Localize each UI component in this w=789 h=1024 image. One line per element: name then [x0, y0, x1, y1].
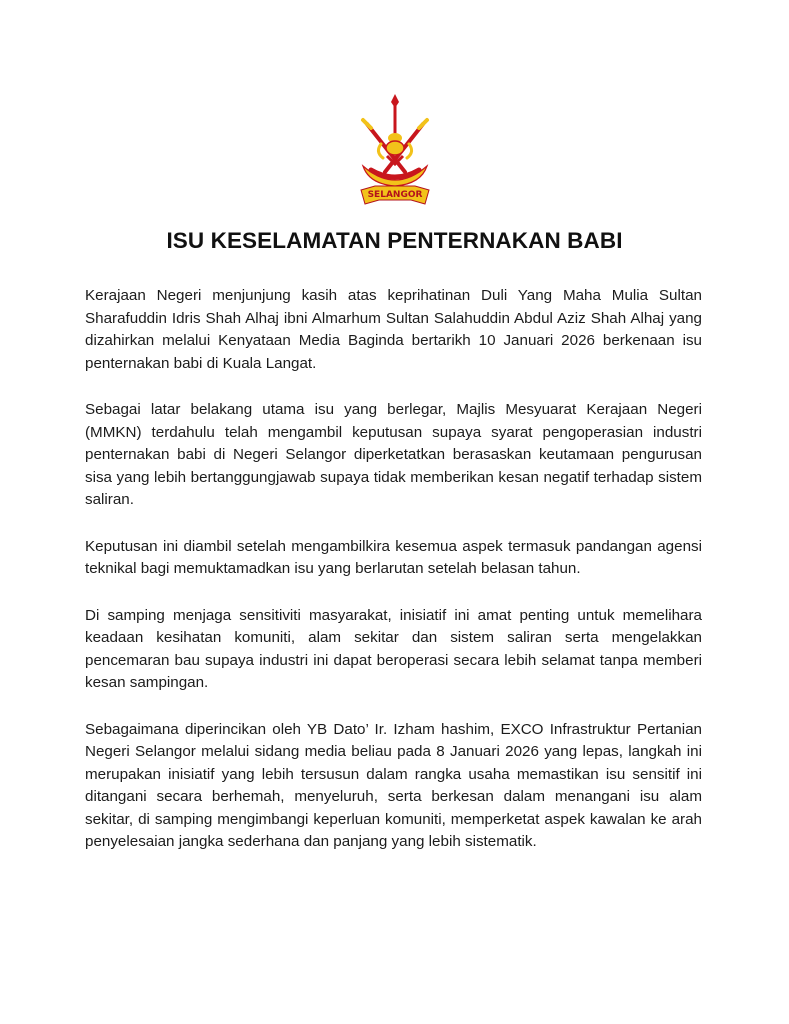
paragraph-4: Di samping menjaga sensitiviti masyarakat, inisiatif ini amat penting untuk memelihara keadaan kesihatan komuniti, alam sekitar dan sistem saliran serta mengelakkan pencemaran bau supaya industri ini dapat beroperasi secara lebih selamat tanpa memberi kesan sampingan.: [85, 606, 702, 691]
paragraph-5: Sebagaimana diperincikan oleh YB Dato’ Ir. Izham hashim, EXCO Infrastruktur Pertanian Negeri Selangor melalui sidang media beliau pada 8 Januari 2026 yang lepas, langkah ini merupakan inisiatif yang lebih tersusun dalam rangka usaha memastikan isu sensitif ini ditangani secara berhemah, menyeluruh, serta berkesan dalam menangani isu alam sekitar, di samping mengimbangi keperluan komuniti, memperketat aspek kawalan ke arah penyelesaian jangka sederhana dan panjang yang lebih sistematik.: [85, 720, 702, 850]
paragraph-3: Keputusan ini diambil setelah mengambilkira kesemua aspek termasuk pandangan agensi teknikal bagi memuktamadkan isu yang berlarutan setelah belasan tahun.: [85, 537, 702, 577]
selangor-crest-logo: [345, 94, 445, 212]
page-title: ISU KESELAMATAN PENTERNAKAN BABI: [166, 228, 623, 253]
crest-ribbon-text: SELANGOR: [367, 190, 423, 200]
paragraph-2: Sebagai latar belakang utama isu yang berlegar, Majlis Mesyuarat Kerajaan Negeri (MMKN) terdahulu telah mengambil keputusan supaya syarat pengoperasian industri penternakan babi di Negeri Selangor diperketatkan berasaskan keutamaan pengurusan sisa yang lebih bertanggungjawab supaya tidak memberikan kesan negatif terhadap sistem saliran.: [85, 401, 702, 508]
statement-body: [85, 285, 702, 878]
paragraph-1: Kerajaan Negeri menjunjung kasih atas keprihatinan Duli Yang Maha Mulia Sultan Sharafuddin Idris Shah Alhaj ibni Almarhum Sultan Salahuddin Abdul Aziz Shah Alhaj yang dizahirkan melalui Kenyataan Media Baginda bertarikh 10 Januari 2026 berkenaan isu penternakan babi di Kuala Langat.: [85, 287, 702, 372]
